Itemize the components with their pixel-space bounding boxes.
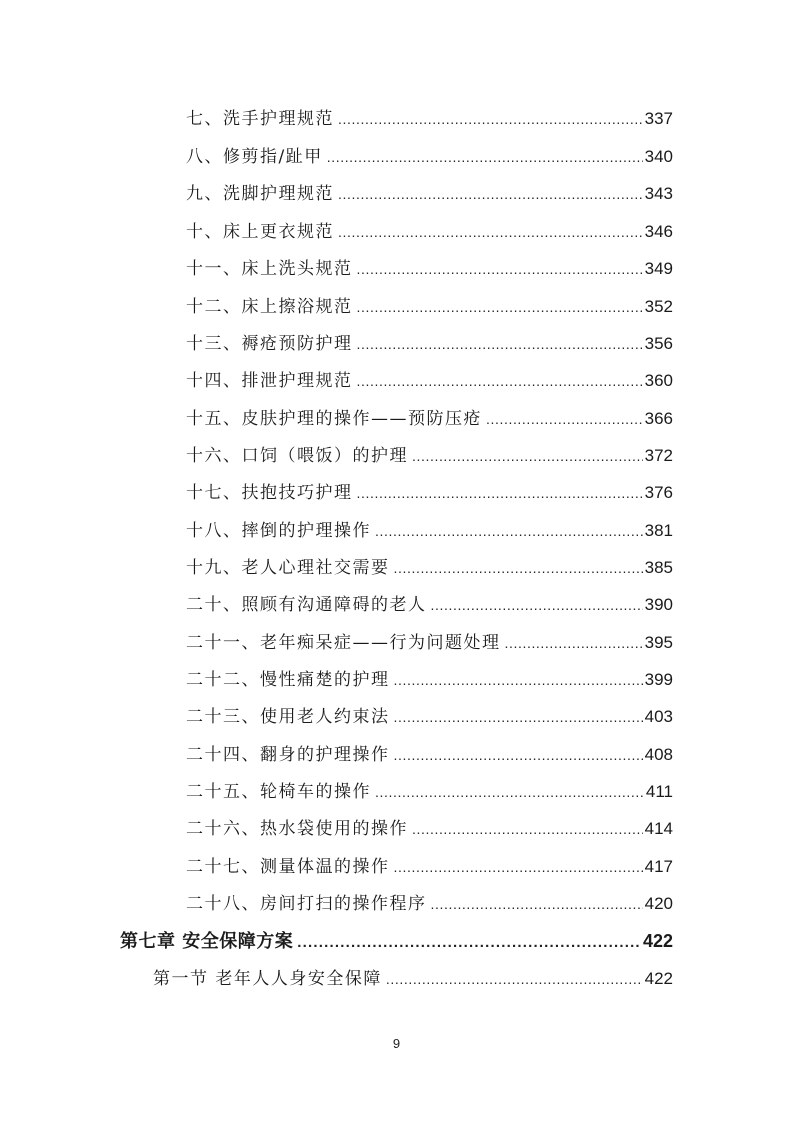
- toc-entry-page: 337: [644, 109, 673, 128]
- toc-entry[interactable]: [186, 369, 673, 393]
- toc-entry[interactable]: [186, 892, 673, 916]
- toc-entry-page: 352: [644, 297, 673, 316]
- toc-entry[interactable]: [186, 780, 673, 804]
- dot-leader: [394, 556, 643, 580]
- toc-entry-title: 二十四、翻身的护理操作: [186, 745, 390, 765]
- toc-entry-title: 十六、口饲（喂饭）的护理: [186, 446, 408, 466]
- toc-entry-page: 376: [644, 483, 673, 502]
- toc-entry[interactable]: [186, 295, 673, 319]
- toc-entry[interactable]: [186, 407, 673, 431]
- toc-entry-title: 二十七、测量体温的操作: [186, 857, 390, 877]
- toc-entry[interactable]: [186, 332, 673, 356]
- toc-entry-page: 414: [644, 819, 673, 838]
- dot-leader: [431, 593, 643, 617]
- toc-entry[interactable]: [186, 257, 673, 281]
- toc-entry-page: 395: [644, 633, 673, 652]
- dot-leader: [394, 705, 643, 729]
- toc-entry-title: 十四、排泄护理规范: [186, 371, 353, 391]
- toc-chapter-entry[interactable]: [120, 929, 673, 953]
- dot-leader: [357, 369, 643, 393]
- toc-entry-page: 372: [644, 446, 673, 465]
- toc-entry[interactable]: [186, 519, 673, 543]
- toc-entry-page: 403: [644, 707, 673, 726]
- toc-entry-page: 390: [644, 595, 673, 614]
- dot-leader: [375, 780, 644, 804]
- dot-leader: [394, 743, 643, 767]
- toc-entry[interactable]: [186, 743, 673, 767]
- toc-section-entry[interactable]: [153, 967, 673, 991]
- dot-leader: [327, 145, 643, 169]
- toc-entry[interactable]: [186, 817, 673, 841]
- toc-entry-title: 二十三、使用老人约束法: [186, 707, 390, 727]
- dot-leader: [375, 519, 643, 543]
- toc-entry[interactable]: [186, 705, 673, 729]
- toc-entry[interactable]: [186, 593, 673, 617]
- toc-entry-title: 二十五、轮椅车的操作: [186, 782, 371, 802]
- toc-entry-page: 385: [644, 558, 673, 577]
- dot-leader: [357, 295, 643, 319]
- toc-entry-title: 十、床上更衣规范: [186, 222, 334, 242]
- dot-leader: [505, 631, 643, 655]
- toc-entry-page: 346: [644, 222, 673, 241]
- toc-entry-title: 十三、褥疮预防护理: [186, 334, 353, 354]
- toc-entry[interactable]: [186, 182, 673, 206]
- section-title: 第一节 老年人人身安全保障: [153, 969, 382, 989]
- dot-leader: [357, 481, 643, 505]
- toc-entry-page: 417: [644, 857, 673, 876]
- toc-entry-page: 360: [644, 371, 673, 390]
- toc-entry-page: 408: [644, 745, 673, 764]
- toc-entry[interactable]: [186, 481, 673, 505]
- section-page: 422: [644, 969, 673, 988]
- dot-leader: [431, 892, 643, 916]
- toc-entry-title: 二十六、热水袋使用的操作: [186, 819, 408, 839]
- toc-entry[interactable]: [186, 107, 673, 131]
- toc-entry-title: 十二、床上擦浴规范: [186, 297, 353, 317]
- dot-leader: [357, 332, 643, 356]
- toc-entry-page: 349: [644, 259, 673, 278]
- toc-entry-title: 十一、床上洗头规范: [186, 259, 353, 279]
- dot-leader: [338, 182, 643, 206]
- dot-leader: [394, 855, 643, 879]
- toc-entry-page: 399: [644, 670, 673, 689]
- toc-entry-page: 411: [645, 782, 673, 801]
- dot-leader: [338, 220, 643, 244]
- toc-entry-title: 十八、摔倒的护理操作: [186, 521, 371, 541]
- dot-leader: [412, 817, 643, 841]
- toc-entry-title: 十七、扶抱技巧护理: [186, 483, 353, 503]
- dot-leader: [357, 257, 643, 281]
- dot-leader: [394, 668, 643, 692]
- toc-entry-page: 366: [644, 409, 673, 428]
- toc-entry[interactable]: [186, 556, 673, 580]
- toc-entry-title: 十五、皮肤护理的操作——预防压疮: [186, 409, 482, 429]
- toc-entry[interactable]: [186, 631, 673, 655]
- dot-leader: [386, 967, 643, 991]
- toc-entry-page: 343: [644, 184, 673, 203]
- chapter-title: 第七章 安全保障方案: [120, 931, 294, 952]
- toc-entry-title: 十九、老人心理社交需要: [186, 558, 390, 578]
- dot-leader: [338, 107, 643, 131]
- toc-entry[interactable]: [186, 668, 673, 692]
- toc-entry-page: 381: [644, 521, 673, 540]
- toc-entry-title: 九、洗脚护理规范: [186, 184, 334, 204]
- toc-entry-title: 二十一、老年痴呆症——行为问题处理: [186, 633, 501, 653]
- page-number: 9: [392, 1036, 401, 1051]
- dot-leader: [412, 444, 643, 468]
- dot-leader: [297, 931, 641, 955]
- toc-entry-title: 二十八、房间打扫的操作程序: [186, 894, 427, 914]
- toc-entry-page: 420: [644, 894, 673, 913]
- toc-entry[interactable]: [186, 220, 673, 244]
- toc-entry-title: 八、修剪指/趾甲: [186, 147, 323, 167]
- dot-leader: [486, 407, 643, 431]
- toc-entry[interactable]: [186, 855, 673, 879]
- toc-entry[interactable]: [186, 444, 673, 468]
- chapter-page: 422: [642, 931, 673, 951]
- toc-entry-title: 二十、照顾有沟通障碍的老人: [186, 595, 427, 615]
- toc-entry[interactable]: [186, 145, 673, 169]
- toc-entry-title: 二十二、慢性痛楚的护理: [186, 670, 390, 690]
- toc-entry-page: 356: [644, 334, 673, 353]
- toc-entry-page: 340: [644, 147, 673, 166]
- toc-entry-title: 七、洗手护理规范: [186, 109, 334, 129]
